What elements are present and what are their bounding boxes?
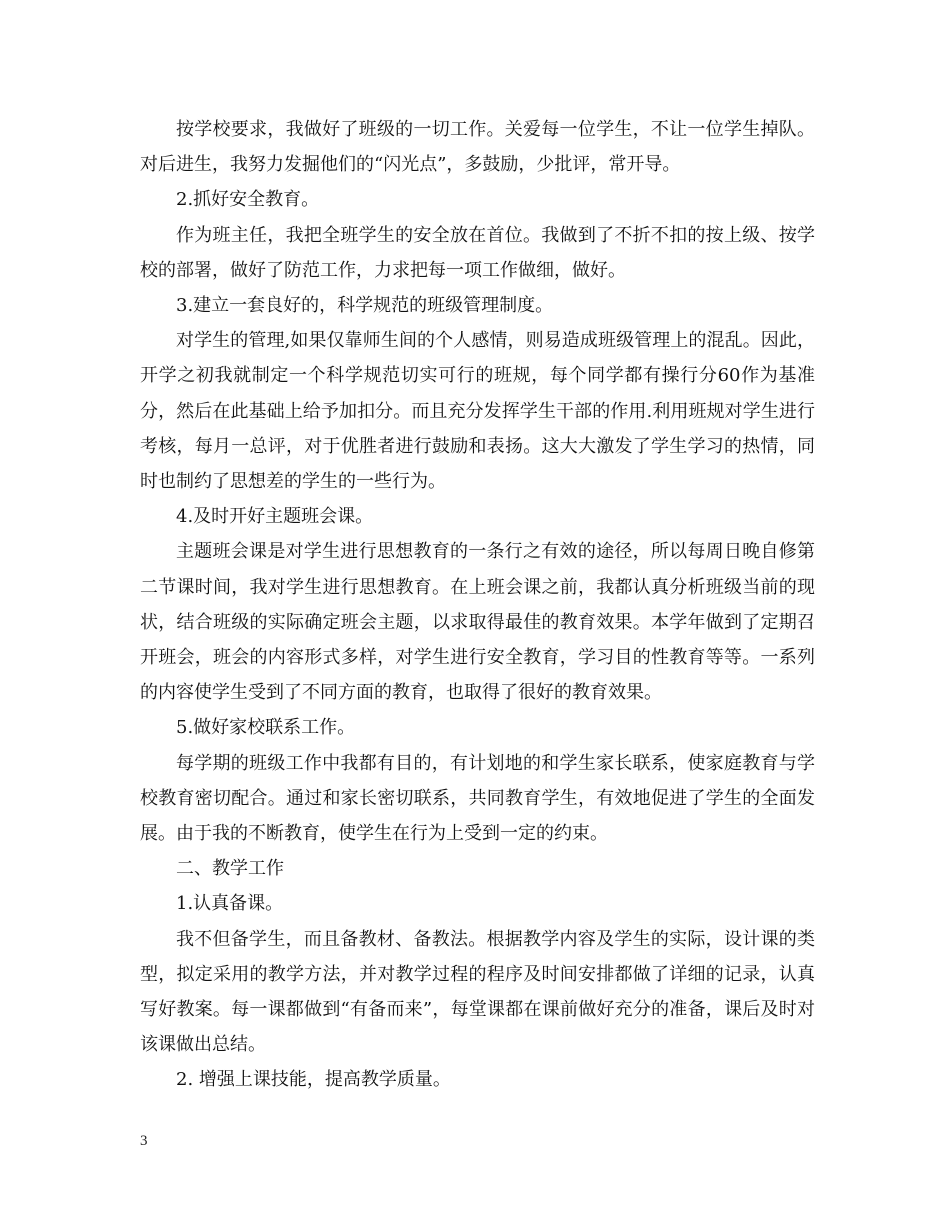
- section-heading: 1.认真备课。: [176, 893, 284, 915]
- section-heading: 3.建立一套良好的，科学规范的班级管理制度。: [176, 295, 554, 317]
- paragraph: 对学生的管理,如果仅靠师生间的个人感情，则易造成班级管理上的混乱。因此，开学之初我就制定一个科学规范切实可行的班规，每个同学都有操行分60作为基准分，然后在此基础上给予加扣分。而且充分发挥学生干部的作用.利用班规对学生进行考核，每月一总评，对于优胜者进行鼓励和表扬。这大大激发了学生学习的热情，同时也制约了思想差的学生的一些行为。: [140, 330, 815, 493]
- paragraph: 每学期的班级工作中我都有目的，有计划地的和学生家长联系，使家庭教育与学校教育密切配合。通过和家长密切联系，共同教育学生，有效地促进了学生的全面发展。由于我的不断教育，使学生在行为上受到一定的约束。: [140, 752, 815, 845]
- section-heading: 4.及时开好主题班会课。: [176, 506, 374, 528]
- section-heading: 5.做好家校联系工作。: [176, 717, 356, 739]
- body-text: [140, 112, 815, 1098]
- paragraph: 按学校要求，我做好了班级的一切工作。关爱每一位学生，不让一位学生掉队。对后进生，我努力发掘他们的“闪光点”，多鼓励，少批评，常开导。: [140, 119, 815, 176]
- page-number: 3: [140, 1133, 148, 1149]
- paragraph: 我不但备学生，而且备教材、备教法。根据教学内容及学生的实际，设计课的类型，拟定采用的教学方法，并对教学过程的程序及时间安排都做了详细的记录，认真写好教案。每一课都做到“有备而来”，每堂课都在课前做好充分的准备，课后及时对该课做出总结。: [140, 928, 815, 1056]
- paragraph: 作为班主任，我把全班学生的安全放在首位。我做到了不折不扣的按上级、按学校的部署，做好了防范工作，力求把每一项工作做细，做好。: [140, 224, 815, 281]
- chapter-heading: 二、教学工作: [176, 858, 284, 880]
- paragraph: 主题班会课是对学生进行思想教育的一条行之有效的途径，所以每周日晚自修第二节课时间，我对学生进行思想教育。在上班会课之前，我都认真分析班级当前的现状，结合班级的实际确定班会主题，以求取得最佳的教育效果。本学年做到了定期召开班会，班会的内容形式多样，对学生进行安全教育，学习目的性教育等等。一系列的内容使学生受到了不同方面的教育，也取得了很好的教育效果。: [140, 541, 815, 704]
- section-heading: 2. 增强上课技能，提高教学质量。: [176, 1069, 451, 1091]
- section-heading: 2.抓好安全教育。: [176, 189, 320, 211]
